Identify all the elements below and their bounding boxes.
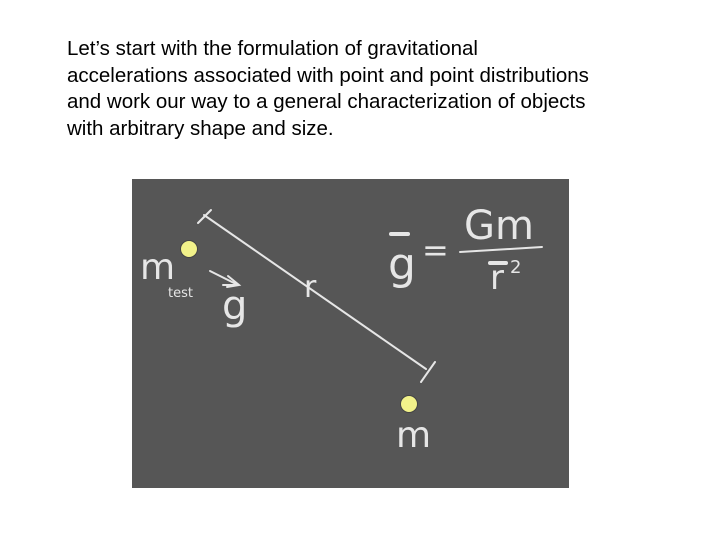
test-mass-label: m bbox=[140, 247, 176, 288]
chalkboard-photo bbox=[132, 179, 569, 488]
distance-label: r bbox=[304, 270, 317, 305]
test-mass-point bbox=[181, 241, 198, 258]
formula-exponent: 2 bbox=[510, 257, 522, 278]
formula-lhs: g bbox=[388, 239, 416, 290]
formula-equals: = bbox=[422, 231, 449, 269]
distance-line-tick-bottom bbox=[421, 362, 435, 382]
distance-line-tick-top bbox=[198, 210, 211, 223]
text-line-4: with arbitrary shape and size. bbox=[67, 116, 334, 140]
slide-paragraph bbox=[67, 36, 707, 142]
source-mass-point bbox=[401, 396, 418, 413]
text-line-3: and work our way to a general characterization of objects bbox=[67, 90, 586, 113]
text-line-1: Let’s start with the formulation of gravitational bbox=[67, 37, 478, 60]
test-mass-subscript: test bbox=[168, 286, 193, 301]
formula-numerator: Gm bbox=[464, 203, 534, 249]
formula-denominator: r bbox=[490, 258, 504, 298]
source-mass-label: m bbox=[396, 415, 432, 456]
text-line-2: accelerations associated with point and point distributions bbox=[67, 63, 589, 87]
accel-vector-label: g bbox=[222, 283, 248, 329]
chalkboard-drawing bbox=[132, 179, 569, 488]
